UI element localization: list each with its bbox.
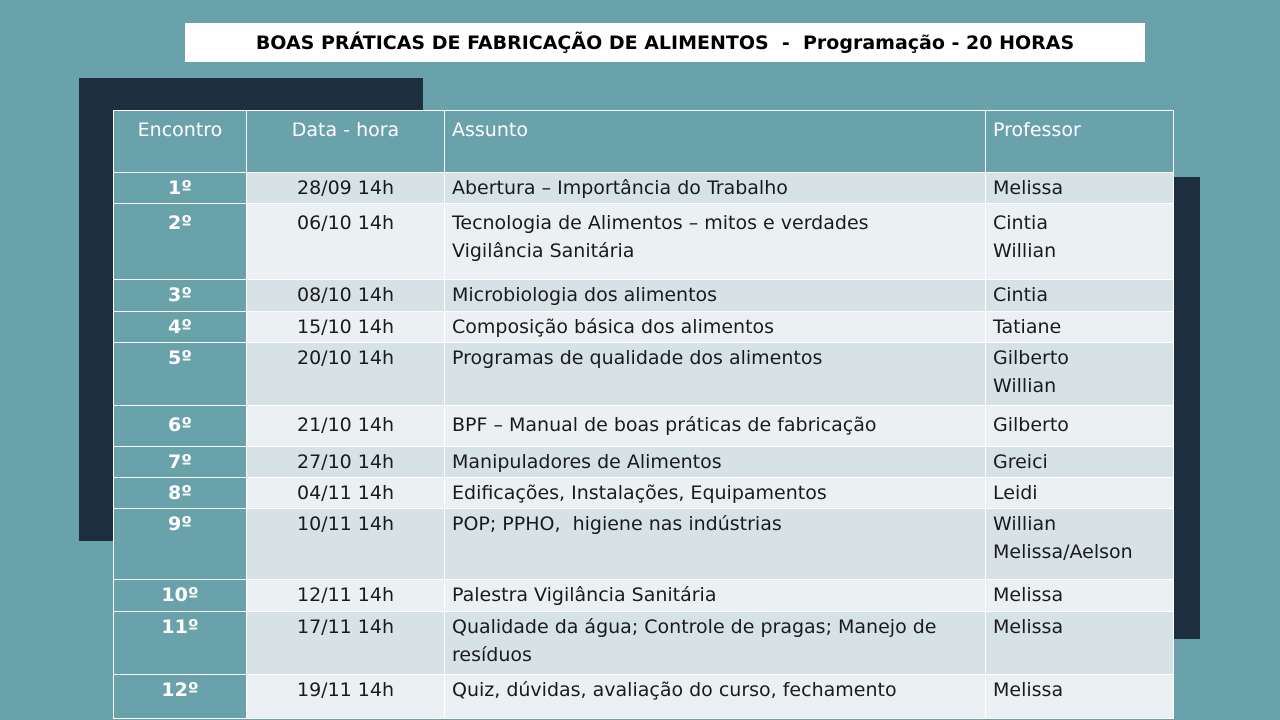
table-row [114,612,1174,675]
date-cell: 06/10 14h [247,204,445,280]
date-cell: 21/10 14h [247,406,445,447]
professor-name: Willian [993,240,1057,262]
table-row [114,280,1174,312]
subject-cell [445,204,986,280]
header-professor: Professor [986,111,1174,173]
date-cell: 19/11 14h [247,675,445,719]
subject-line: BPF – Manual de boas práticas de fabricação [452,414,877,436]
table-row [114,406,1174,447]
subject-cell [445,478,986,509]
professor-cell [986,509,1174,580]
date-cell: 12/11 14h [247,580,445,612]
professor-name: Tatiane [993,316,1062,338]
professor-name: Melissa [993,177,1064,199]
table-row [114,173,1174,204]
header-assunto: Assunto [445,111,986,173]
page-title: BOAS PRÁTICAS DE FABRICAÇÃO DE ALIMENTOS - Programação - 20 HORAS [185,23,1145,62]
encontro-cell: 6º [114,406,247,447]
subject-line: Palestra Vigilância Sanitária [452,584,717,606]
professor-cell [986,280,1174,312]
subject-line: Programas de qualidade dos alimentos [452,347,823,369]
professor-name: Cintia [993,284,1048,306]
professor-cell [986,447,1174,478]
encontro-cell: 7º [114,447,247,478]
date-cell: 10/11 14h [247,509,445,580]
subject-cell [445,280,986,312]
professor-cell [986,675,1174,719]
subject-line: Abertura – Importância do Trabalho [452,177,788,199]
subject-line: resíduos [452,644,532,666]
subject-cell [445,312,986,343]
subject-line: POP; PPHO, higiene nas indústrias [452,513,782,535]
date-cell: 04/11 14h [247,478,445,509]
subject-cell [445,173,986,204]
table-row [114,447,1174,478]
professor-name: Melissa/Aelson [993,541,1133,563]
subject-line: Edificações, Instalações, Equipamentos [452,482,827,504]
professor-cell [986,173,1174,204]
table-row [114,580,1174,612]
decorative-panel-right [1172,177,1200,639]
header-data-hora: Data - hora [247,111,445,173]
encontro-cell: 5º [114,343,247,406]
subject-cell [445,447,986,478]
professor-cell [986,312,1174,343]
professor-cell [986,478,1174,509]
date-cell: 08/10 14h [247,280,445,312]
schedule-table [113,110,1174,719]
professor-cell [986,204,1174,280]
date-cell: 20/10 14h [247,343,445,406]
table-row [114,478,1174,509]
professor-name: Gilberto [993,347,1069,369]
professor-cell [986,580,1174,612]
professor-name: Willian [993,513,1057,535]
subject-line: Manipuladores de Alimentos [452,451,722,473]
table-row [114,675,1174,719]
professor-name: Greici [993,451,1048,473]
table-row [114,509,1174,580]
professor-cell [986,406,1174,447]
professor-name: Melissa [993,584,1064,606]
encontro-cell: 4º [114,312,247,343]
subject-cell [445,675,986,719]
encontro-cell: 2º [114,204,247,280]
professor-name: Melissa [993,679,1064,701]
date-cell: 15/10 14h [247,312,445,343]
professor-name: Leidi [993,482,1038,504]
subject-line: Quiz, dúvidas, avaliação do curso, fechamento [452,679,897,701]
date-cell: 28/09 14h [247,173,445,204]
encontro-cell: 9º [114,509,247,580]
professor-name: Melissa [993,616,1064,638]
subject-line: Qualidade da água; Controle de pragas; Manejo de [452,616,937,638]
encontro-cell: 3º [114,280,247,312]
table-header-row [114,111,1174,173]
subject-cell [445,612,986,675]
subject-cell [445,343,986,406]
professor-cell [986,343,1174,406]
subject-line: Tecnologia de Alimentos – mitos e verdades [452,212,869,234]
encontro-cell: 10º [114,580,247,612]
table-row [114,312,1174,343]
header-encontro: Encontro [114,111,247,173]
encontro-cell: 1º [114,173,247,204]
professor-name: Willian [993,375,1057,397]
subject-line: Composição básica dos alimentos [452,316,775,338]
table-row [114,204,1174,280]
encontro-cell: 8º [114,478,247,509]
date-cell: 17/11 14h [247,612,445,675]
professor-name: Cintia [993,212,1048,234]
date-cell: 27/10 14h [247,447,445,478]
professor-cell [986,612,1174,675]
encontro-cell: 11º [114,612,247,675]
subject-cell [445,509,986,580]
table-row [114,343,1174,406]
subject-cell [445,580,986,612]
subject-cell [445,406,986,447]
encontro-cell: 12º [114,675,247,719]
subject-line: Vigilância Sanitária [452,240,635,262]
professor-name: Gilberto [993,414,1069,436]
subject-line: Microbiologia dos alimentos [452,284,718,306]
